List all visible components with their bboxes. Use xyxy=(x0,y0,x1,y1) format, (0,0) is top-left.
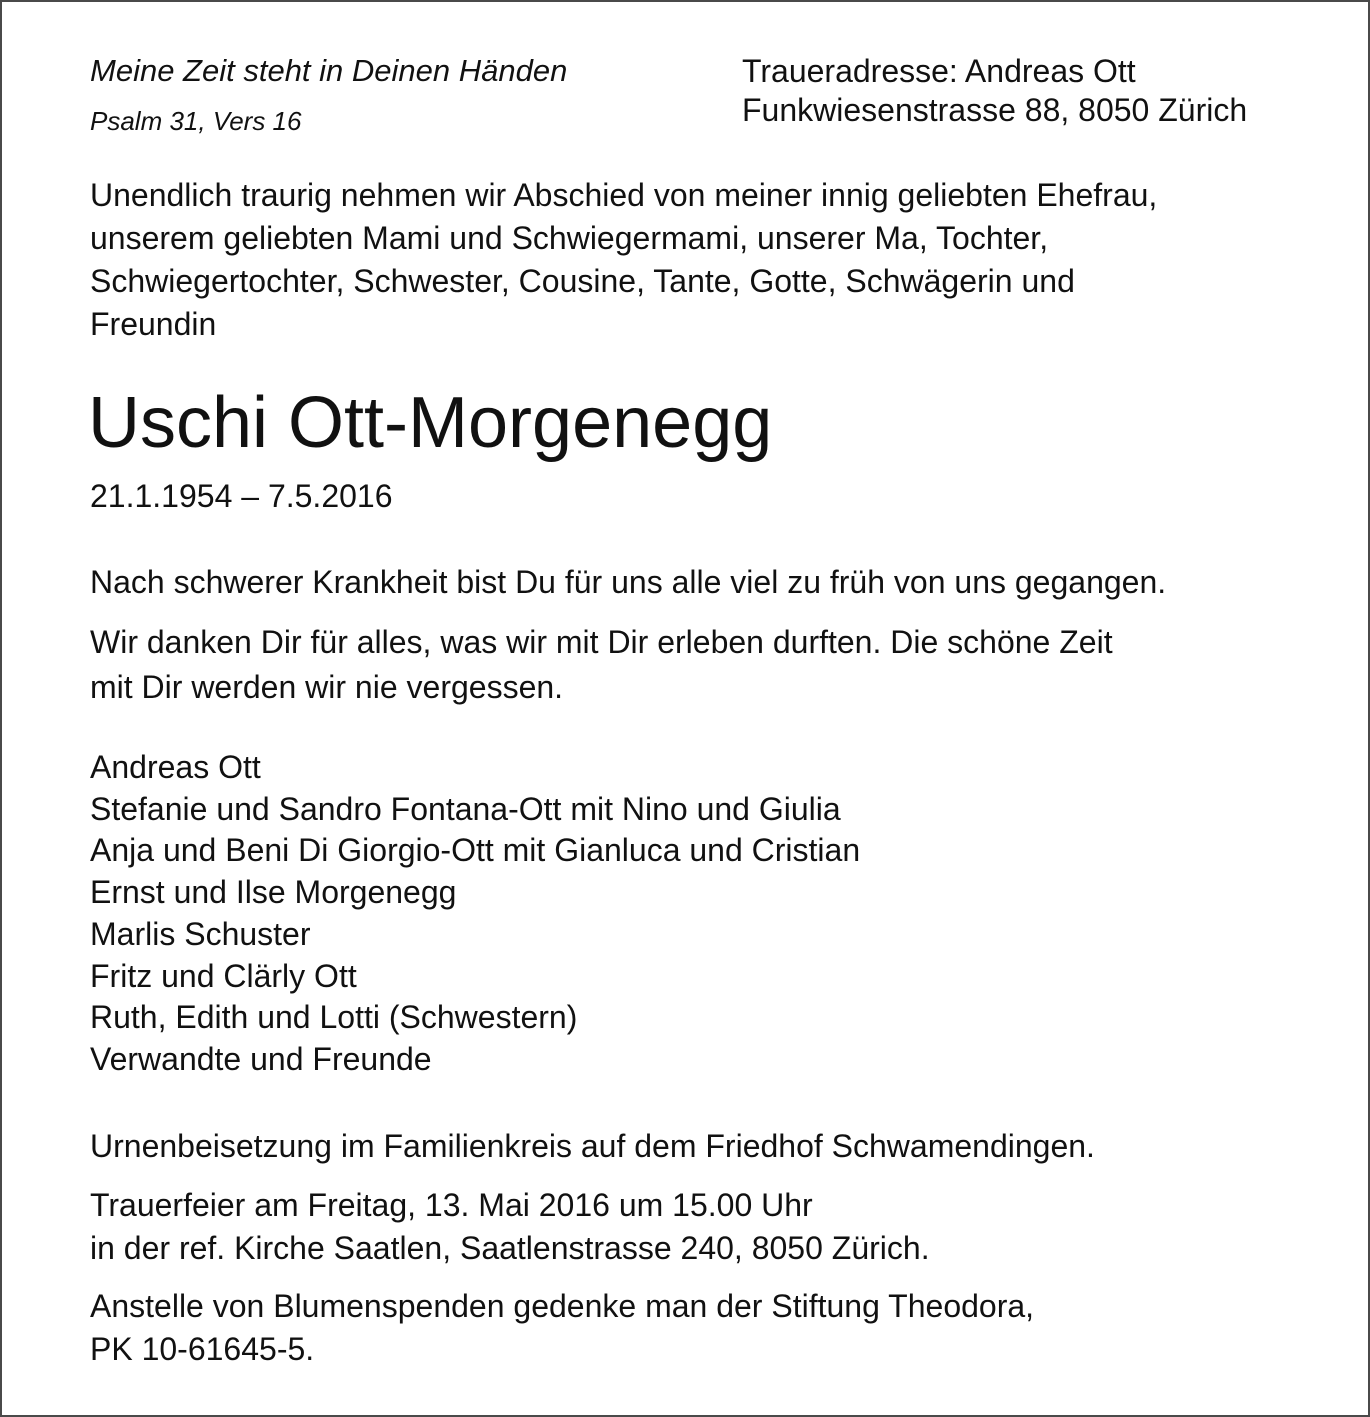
intro-line: Schwiegertochter, Schwester, Cousine, Tante, Gotte, Schwägerin und xyxy=(90,263,1075,299)
mourner-entry: Stefanie und Sandro Fontana-Ott mit Nino und Giulia xyxy=(90,790,841,827)
thanks-line: mit Dir werden wir nie vergessen. xyxy=(90,669,564,705)
funeral-service-info xyxy=(90,1184,930,1270)
donation-note xyxy=(90,1285,1034,1371)
intro-line: Unendlich traurig nehmen wir Abschied von meiner innig geliebten Ehefrau, xyxy=(90,177,1158,213)
message-paragraph: Nach schwerer Krankheit bist Du für uns alle viel zu früh von uns gegangen. xyxy=(90,564,1167,600)
mourner-entry: Marlis Schuster xyxy=(90,915,311,952)
address-line: Traueradresse: Andreas Ott xyxy=(742,53,1136,89)
thanks-paragraph xyxy=(90,620,1113,710)
mourners-list xyxy=(90,747,860,1081)
mourner-entry: Ruth, Edith und Lotti (Schwestern) xyxy=(90,999,578,1036)
deceased-name: Uschi Ott-Morgenegg xyxy=(88,383,773,463)
intro-line: unserem geliebten Mami und Schwiegermami, unserer Ma, Tochter, xyxy=(90,220,1049,256)
life-dates: 21.1.1954 – 7.5.2016 xyxy=(90,478,393,514)
mourner-entry: Andreas Ott xyxy=(90,749,261,785)
address-line: Funkwiesenstrasse 88, 8050 Zürich xyxy=(742,92,1248,128)
mourning-address xyxy=(742,52,1247,130)
bible-reference: Psalm 31, Vers 16 xyxy=(90,106,302,136)
service-line: in der ref. Kirche Saatlen, Saatlenstrasse 240, 8050 Zürich. xyxy=(90,1230,930,1266)
bible-motto: Meine Zeit steht in Deinen Händen xyxy=(90,53,568,88)
service-line: Trauerfeier am Freitag, 13. Mai 2016 um 15.00 Uhr xyxy=(90,1187,813,1223)
mourner-entry: Ernst und Ilse Morgenegg xyxy=(90,874,457,911)
mourner-entry: Fritz und Clärly Ott xyxy=(90,957,357,994)
urn-burial-note: Urnenbeisetzung im Familienkreis auf dem Friedhof Schwamendingen. xyxy=(90,1128,1095,1164)
donation-line: PK 10-61645-5. xyxy=(90,1331,315,1367)
intro-line: Freundin xyxy=(90,306,217,342)
mourner-entry: Verwandte und Freunde xyxy=(90,1040,432,1077)
donation-line: Anstelle von Blumenspenden gedenke man der Stiftung Theodora, xyxy=(90,1288,1035,1324)
thanks-line: Wir danken Dir für alles, was wir mit Dir erleben durften. Die schöne Zeit xyxy=(90,624,1113,660)
mourner-entry: Anja und Beni Di Giorgio-Ott mit Gianluca und Cristian xyxy=(90,832,861,869)
intro-text xyxy=(90,174,1157,346)
